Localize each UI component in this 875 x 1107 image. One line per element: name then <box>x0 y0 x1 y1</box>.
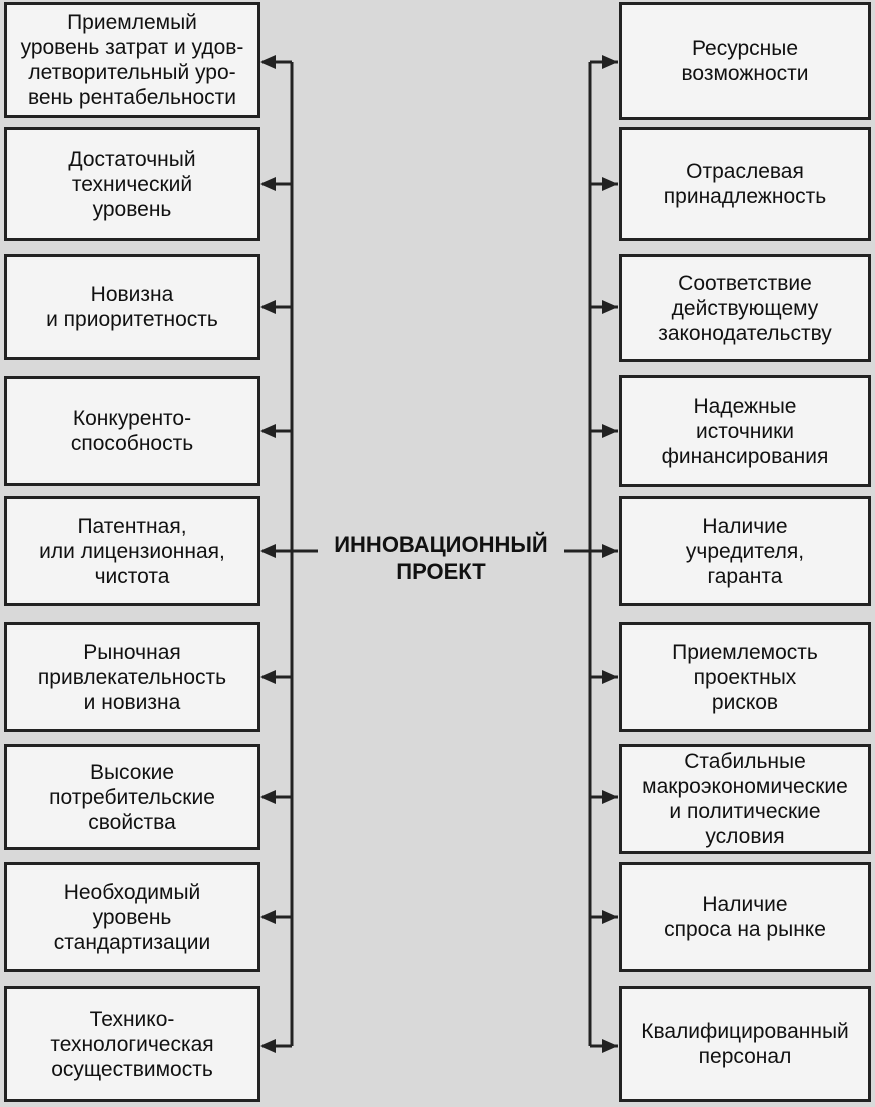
left-arrowhead-9 <box>260 1039 276 1053</box>
left-box-consumer-properties: Высокие потребительские свойства <box>4 744 260 850</box>
left-arrowhead-3 <box>260 300 276 314</box>
right-arrowhead-4 <box>602 424 618 438</box>
left-arrowhead-4 <box>260 424 276 438</box>
right-box-project-risks: Приемлемость проектных рисков <box>619 622 871 732</box>
right-box-qualified-staff: Квалифицированный персонал <box>619 986 871 1102</box>
right-box-macro-conditions: Стабильные макроэкономические и политические условия <box>619 744 871 854</box>
right-arrowhead-5 <box>602 544 618 558</box>
left-box-competitiveness: Конкуренто- способность <box>4 376 260 486</box>
left-box-costs-profitability: Приемлемый уровень затрат и удов- летворительный уро- вень рентабельности <box>4 2 260 118</box>
right-box-financing-sources: Надежные источники финансирования <box>619 375 871 487</box>
right-arrowhead-9 <box>602 1039 618 1053</box>
left-box-market-attractiveness: Рыночная привлекательность и новизна <box>4 622 260 732</box>
left-box-novelty-priority: Новизна и приоритетность <box>4 254 260 360</box>
left-arrowhead-7 <box>260 790 276 804</box>
left-box-technical-level: Достаточный технический уровень <box>4 127 260 241</box>
right-arrowhead-1 <box>602 55 618 69</box>
right-arrowhead-7 <box>602 790 618 804</box>
center-label-innovation-project: ИННОВАЦИОННЫЙ ПРОЕКТ <box>318 531 564 585</box>
right-box-legal-compliance: Соответствие действующему законодательству <box>619 254 871 362</box>
left-box-standardization: Необходимый уровень стандартизации <box>4 862 260 972</box>
left-arrowhead-2 <box>260 177 276 191</box>
left-box-patent-purity: Патентная, или лицензионная, чистота <box>4 496 260 606</box>
right-arrowhead-3 <box>602 300 618 314</box>
right-arrowhead-8 <box>602 910 618 924</box>
right-arrowhead-2 <box>602 177 618 191</box>
left-arrowhead-6 <box>260 670 276 684</box>
right-box-market-demand: Наличие спроса на рынке <box>619 862 871 972</box>
left-arrowhead-8 <box>260 910 276 924</box>
left-box-technological-feasibility: Технико- технологическая осуществимость <box>4 986 260 1102</box>
left-arrowhead-1 <box>260 55 276 69</box>
right-box-industry-affiliation: Отраслевая принадлежность <box>619 127 871 241</box>
left-arrowhead-5 <box>260 544 276 558</box>
right-arrowhead-6 <box>602 670 618 684</box>
right-box-resource-capabilities: Ресурсные возможности <box>619 2 871 120</box>
right-box-founder-guarantor: Наличие учредителя, гаранта <box>619 496 871 606</box>
